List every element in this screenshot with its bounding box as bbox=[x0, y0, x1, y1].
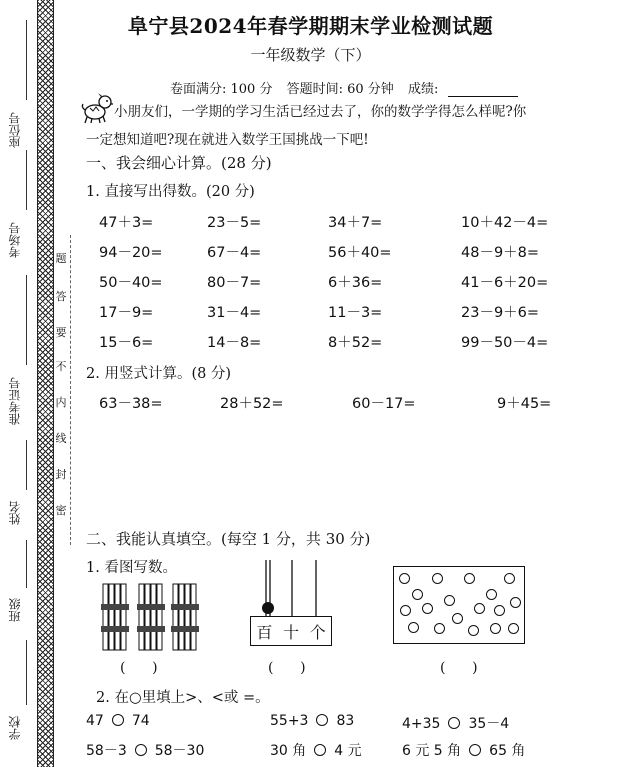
compare-circle[interactable] bbox=[448, 717, 460, 729]
section-2-heading: 二、我能认真填空。(每空 1 分，共 30 分) bbox=[86, 530, 371, 548]
seal-char: 答 bbox=[55, 290, 67, 303]
compare-circle[interactable] bbox=[469, 744, 481, 756]
oral-problem: 10＋42－4= bbox=[461, 215, 549, 231]
oral-problem: 47＋3= bbox=[99, 215, 154, 231]
compare-left: 47 bbox=[86, 713, 104, 729]
circle-dot bbox=[464, 573, 475, 584]
circle-dot bbox=[494, 605, 505, 616]
oral-problem: 6＋36= bbox=[328, 275, 383, 291]
oral-problem: 23－9＋6= bbox=[461, 305, 540, 321]
compare-item bbox=[270, 713, 354, 729]
answer-blank[interactable]: ( ) bbox=[268, 660, 306, 676]
oral-problem: 11－3= bbox=[328, 305, 383, 321]
oral-problem: 67－4= bbox=[207, 245, 262, 261]
name-underline bbox=[26, 440, 27, 490]
oral-problem: 50－40= bbox=[99, 275, 163, 291]
compare-left: 30 角 bbox=[270, 743, 307, 759]
circle-dot bbox=[486, 589, 497, 600]
oral-problem: 31－4= bbox=[207, 305, 262, 321]
seal-char: 不 bbox=[55, 360, 67, 373]
answer-blank[interactable]: ( ) bbox=[120, 660, 158, 676]
compare-item bbox=[402, 740, 525, 760]
binding-strip bbox=[37, 0, 54, 767]
compare-circle[interactable] bbox=[135, 744, 147, 756]
score-label: 成绩: bbox=[407, 82, 439, 97]
intro-line-2: 一定想知道吧?现在就进入数学王国挑战一下吧! bbox=[86, 132, 369, 148]
compare-circle[interactable] bbox=[316, 714, 328, 726]
compare-right: 83 bbox=[336, 713, 355, 729]
seal-char: 内 bbox=[55, 396, 67, 409]
tens-label: 十 bbox=[282, 622, 299, 642]
oral-problem: 99－50－4= bbox=[461, 335, 549, 351]
exam-id-label: 准考证号 bbox=[8, 377, 22, 425]
exam-meta bbox=[170, 78, 528, 97]
compare-right: 35－4 bbox=[468, 716, 510, 732]
compare-circle[interactable] bbox=[314, 744, 326, 756]
compare-left: 55+3 bbox=[270, 713, 309, 729]
room-underline bbox=[26, 150, 27, 210]
class-underline bbox=[26, 540, 27, 588]
dog-icon bbox=[80, 92, 114, 124]
stick-bundle-icon bbox=[170, 582, 200, 652]
seal-char: 封 bbox=[55, 468, 67, 481]
compare-left: 4+35 bbox=[402, 716, 441, 732]
circle-dot bbox=[434, 623, 445, 634]
compare-item bbox=[86, 713, 150, 729]
section-1-heading: 一、我会细心计算。(28 分) bbox=[86, 154, 272, 172]
oral-problem: 14－8= bbox=[207, 335, 262, 351]
circle-dot bbox=[510, 597, 521, 608]
seal-char: 线 bbox=[55, 432, 67, 445]
hundreds-label: 百 bbox=[256, 622, 273, 642]
oral-problem: 48－9＋8= bbox=[461, 245, 540, 261]
vertical-calc-problem: 63－38= bbox=[99, 396, 163, 412]
compare-left: 58－3 bbox=[86, 743, 127, 759]
part-1-1-heading: 1. 直接写出得数。(20 分) bbox=[86, 184, 255, 200]
seat-label: 座位号 bbox=[8, 112, 22, 148]
compare-item bbox=[86, 740, 204, 760]
ones-label: 个 bbox=[309, 622, 326, 642]
stick-bundle-icon bbox=[136, 582, 166, 652]
compare-item bbox=[270, 740, 362, 760]
full-score: 卷面满分: 100 分 bbox=[170, 82, 273, 97]
name-label: 姓名 bbox=[8, 501, 22, 525]
class-label: 班级 bbox=[8, 598, 22, 622]
oral-problem: 8＋52= bbox=[328, 335, 383, 351]
answer-blank[interactable]: ( ) bbox=[440, 660, 478, 676]
vertical-calc-problem: 60－17= bbox=[352, 396, 416, 412]
exam-id-underline bbox=[26, 275, 27, 365]
seal-dashed-line bbox=[70, 235, 71, 545]
compare-circle[interactable] bbox=[112, 714, 124, 726]
oral-problem: 34＋7= bbox=[328, 215, 383, 231]
compare-left: 6 元 5 角 bbox=[402, 743, 462, 759]
oral-problem: 41－6＋20= bbox=[461, 275, 549, 291]
circle-dot bbox=[422, 603, 433, 614]
circle-dot bbox=[508, 623, 519, 634]
circle-dot bbox=[474, 603, 485, 614]
school-label: 学校 bbox=[8, 716, 22, 740]
oral-problem: 15－6= bbox=[99, 335, 154, 351]
exam-title: 阜宁县2024年春学期期末学业检测试题 bbox=[127, 14, 494, 38]
seal-char: 要 bbox=[55, 326, 67, 339]
score-blank[interactable] bbox=[448, 85, 518, 97]
circle-dot bbox=[400, 605, 411, 616]
seal-char: 密 bbox=[55, 504, 67, 517]
oral-problem: 56＋40= bbox=[328, 245, 392, 261]
circle-dot bbox=[504, 573, 515, 584]
part-1-2-heading: 2. 用竖式计算。(8 分) bbox=[86, 366, 232, 382]
compare-right: 58－30 bbox=[154, 743, 205, 759]
part-2-1-heading: 1. 看图写数。 bbox=[86, 560, 177, 576]
school-underline bbox=[26, 640, 27, 705]
oral-problem: 80－7= bbox=[207, 275, 262, 291]
compare-item bbox=[402, 713, 509, 733]
compare-right: 74 bbox=[131, 713, 150, 729]
stick-bundle-icon bbox=[100, 582, 130, 652]
seal-char: 题 bbox=[55, 252, 67, 265]
abacus-place-labels bbox=[250, 616, 332, 646]
room-label: 考场号 bbox=[8, 222, 22, 258]
circle-dot bbox=[452, 613, 463, 624]
intro-line-1: 小朋友们，一学期的学习生活已经过去了，你的数学学得怎么样呢?你 bbox=[114, 104, 527, 120]
compare-right: 4 元 bbox=[334, 743, 362, 759]
oral-problem: 94－20= bbox=[99, 245, 163, 261]
circle-dot bbox=[412, 589, 423, 600]
circle-dot bbox=[468, 625, 479, 636]
circle-dot bbox=[444, 595, 455, 606]
oral-problem: 23－5= bbox=[207, 215, 262, 231]
vertical-calc-problem: 28＋52= bbox=[220, 396, 284, 412]
exam-subtitle: 一年级数学（下） bbox=[250, 46, 371, 64]
circle-dot bbox=[490, 623, 501, 634]
oral-problem: 17－9= bbox=[99, 305, 154, 321]
compare-right: 65 角 bbox=[489, 743, 526, 759]
circle-dot bbox=[399, 573, 410, 584]
circle-dot bbox=[408, 622, 419, 633]
circles-box bbox=[393, 566, 525, 644]
circle-dot bbox=[432, 573, 443, 584]
part-2-2-heading: 2. 在○里填上>、<或 =。 bbox=[96, 690, 270, 706]
answer-time: 答题时间: 60 分钟 bbox=[286, 82, 394, 97]
vertical-calc-problem: 9＋45= bbox=[497, 396, 552, 412]
